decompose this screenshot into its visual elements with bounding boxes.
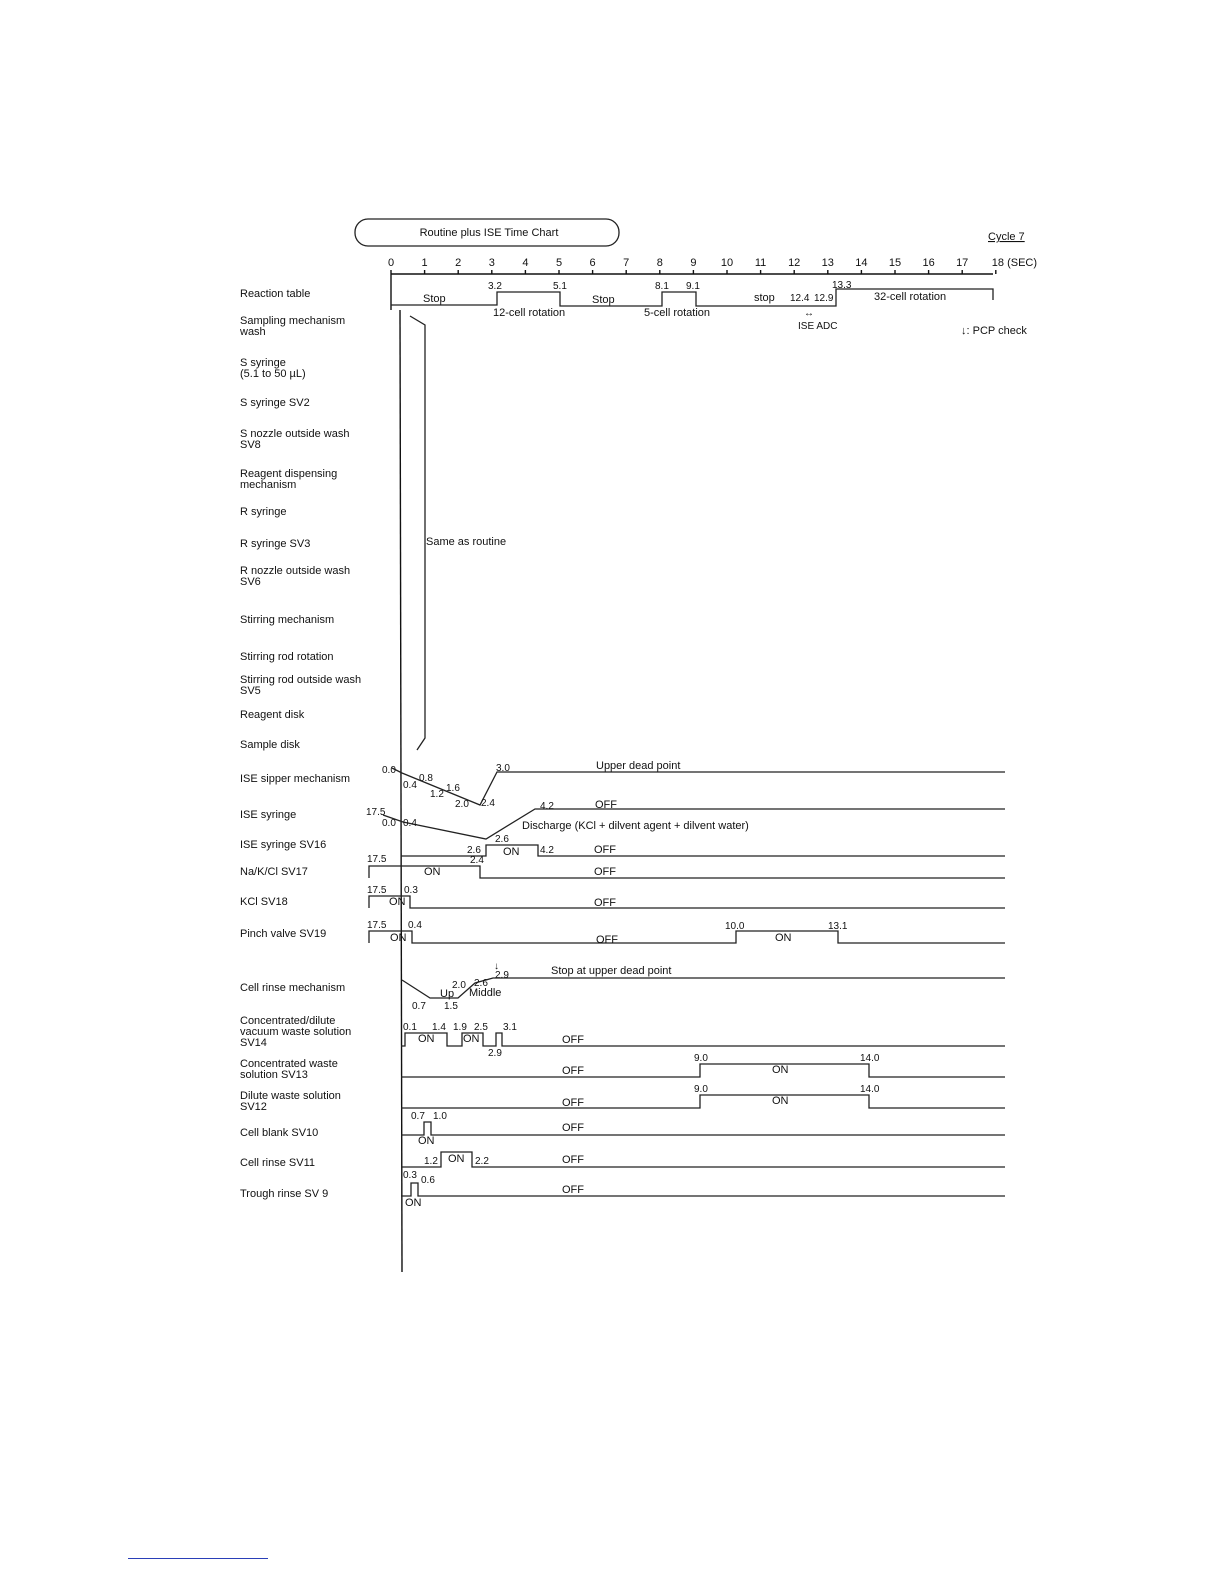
sv10-on: ON <box>418 1135 435 1147</box>
row-label: ISE syringe <box>240 809 297 821</box>
sv9-0-6: 0.6 <box>421 1175 435 1186</box>
sv19-0-4: 0.4 <box>408 920 422 931</box>
chart-title: Routine plus ISE Time Chart <box>419 227 559 239</box>
sv14-3-1: 3.1 <box>503 1022 517 1033</box>
sv14-0-1: 0.1 <box>403 1022 417 1033</box>
sv18-wave <box>369 896 1005 908</box>
row-label: Cell blank SV10 <box>240 1127 319 1139</box>
sv12-9-0: 9.0 <box>694 1084 708 1095</box>
rt-ise-arrow: ↔ <box>804 308 814 319</box>
sv14-wave <box>401 1033 1005 1046</box>
axis-tick-label: 9 <box>690 257 697 269</box>
sv14-on-2: ON <box>463 1033 480 1045</box>
axis-tick-label: 10 <box>720 257 734 269</box>
row-label: Stirring mechanism <box>240 614 335 626</box>
row-label: Stirring rod outside wash SV5 <box>240 674 362 697</box>
rt-5cell: 5-cell rotation <box>644 307 711 319</box>
footer-rule <box>128 1558 268 1559</box>
axis-tick-label: 6 <box>589 257 596 269</box>
rt-stop-1: Stop <box>423 293 446 305</box>
axis-tick-label: 17 <box>956 257 969 269</box>
sv17-on: ON <box>424 866 441 878</box>
row-label: Reaction table <box>240 288 311 300</box>
axis-ticks <box>388 257 1037 274</box>
sv10-off: OFF <box>562 1122 584 1134</box>
sv19-on-2: ON <box>775 932 792 944</box>
row-label: R syringe <box>240 506 287 518</box>
syringe-0-4: 0.4 <box>403 818 417 829</box>
rinse-pcp-arrow: ↓ <box>494 961 499 972</box>
rinse-stop-upper: Stop at upper dead point <box>551 965 672 977</box>
same-as-routine-bracket <box>410 316 425 750</box>
sv17-wave <box>369 866 1005 878</box>
syringe-discharge: Discharge (KCl + dilvent agent + dilvent water) <box>522 820 749 832</box>
sv10-1-0: 1.0 <box>433 1111 447 1122</box>
sipper-upper-dead-point: Upper dead point <box>596 760 681 772</box>
sv12-off: OFF <box>562 1097 584 1109</box>
sv19-off: OFF <box>596 934 618 946</box>
sipper-2-0: 2.0 <box>455 799 469 810</box>
sv12-wave <box>401 1095 1005 1108</box>
row-label: S syringe (5.1 to 50 µL) <box>240 357 306 380</box>
sv13-wave <box>401 1064 1005 1077</box>
rt-stop-3: stop <box>754 292 775 304</box>
syringe-4-2: 4.2 <box>540 801 554 812</box>
axis-tick-label: 1 <box>421 257 428 269</box>
rt-13-3: 13.3 <box>832 280 852 291</box>
row-label: R nozzle outside wash SV6 <box>240 565 351 588</box>
main-vertical-line <box>400 310 402 1272</box>
sipper-1-6: 1.6 <box>446 783 460 794</box>
rt-12-4: 12.4 <box>790 293 810 304</box>
same-as-routine-note: Same as routine <box>426 536 507 548</box>
pcp-check-note: ↓: PCP check <box>961 325 1027 337</box>
rinse-0-7: 0.7 <box>412 1001 426 1012</box>
rinse-1-5: 1.5 <box>444 1001 458 1012</box>
syringe-off: OFF <box>595 799 617 811</box>
sv16-on: ON <box>503 846 520 858</box>
sv13-14-0: 14.0 <box>860 1053 880 1064</box>
sipper-1-2: 1.2 <box>430 789 444 800</box>
row-label: Na/K/Cl SV17 <box>240 866 308 878</box>
rt-32cell: 32-cell rotation <box>874 291 947 303</box>
row-label: R syringe SV3 <box>240 538 311 550</box>
row-label: Sampling mechanism wash <box>240 315 346 338</box>
rt-5-1: 5.1 <box>553 281 567 292</box>
sv11-off: OFF <box>562 1154 584 1166</box>
rinse-up: Up <box>440 988 455 1000</box>
row-labels <box>239 288 361 1200</box>
sv16-2-6: 2.6 <box>467 845 481 856</box>
syringe-17-5: 17.5 <box>366 807 386 818</box>
rt-12-9: 12.9 <box>814 293 834 304</box>
sv9-off: OFF <box>562 1184 584 1196</box>
rt-stop-2: Stop <box>592 294 615 306</box>
sv12-14-0: 14.0 <box>860 1084 880 1095</box>
sipper-0-8: 0.8 <box>419 773 433 784</box>
rt-12cell: 12-cell rotation <box>493 307 566 319</box>
sv19-wave <box>369 931 1005 943</box>
sv19-17-5: 17.5 <box>367 920 387 931</box>
axis-tick-label: 15 <box>888 257 902 269</box>
sv19-13-1: 13.1 <box>828 921 848 932</box>
sv13-on: ON <box>772 1064 789 1076</box>
sv14-off: OFF <box>562 1034 584 1046</box>
axis-tick-label: 16 <box>922 257 935 269</box>
axis-tick-label: 11 <box>754 257 767 269</box>
sv18-17-5: 17.5 <box>367 885 387 896</box>
row-label: Sample disk <box>240 739 300 751</box>
sv14-on-1: ON <box>418 1033 435 1045</box>
sv19-10-0: 10.0 <box>725 921 745 932</box>
sv13-off: OFF <box>562 1065 584 1077</box>
sv9-0-3: 0.3 <box>403 1170 417 1181</box>
sv11-wave <box>401 1152 1005 1167</box>
row-label: Stirring rod rotation <box>240 651 334 663</box>
sv16-4-2: 4.2 <box>540 845 554 856</box>
syringe-2-6: 2.6 <box>495 834 509 845</box>
sv14-2-5: 2.5 <box>474 1022 488 1033</box>
row-label: Concentrated/dilute vacuum waste solution SV14 <box>240 1015 352 1049</box>
axis-tick-label: 13 <box>821 257 834 269</box>
row-label: Reagent disk <box>240 709 305 721</box>
row-label: Trough rinse SV 9 <box>240 1188 329 1200</box>
sipper-0-4: 0.4 <box>403 780 417 791</box>
row-label: S nozzle outside wash SV8 <box>240 428 350 451</box>
sv18-0-3: 0.3 <box>404 885 418 896</box>
row-label: Cell rinse SV11 <box>240 1157 315 1169</box>
axis-tick-label: 7 <box>623 257 630 269</box>
axis-tick-label: 0 <box>387 257 395 269</box>
axis-tick-label: 14 <box>855 257 868 269</box>
row-label: Reagent dispensing mechanism <box>240 468 338 491</box>
sv12-on: ON <box>772 1095 789 1107</box>
sv18-off: OFF <box>594 897 616 909</box>
sv9-on: ON <box>405 1197 422 1209</box>
axis-tick-label: 2 <box>455 257 462 269</box>
sv16-wave <box>401 845 1005 856</box>
row-label: ISE syringe SV16 <box>240 839 327 851</box>
sv19-on-1: ON <box>390 932 407 944</box>
sv11-1-2: 1.2 <box>424 1156 438 1167</box>
sv13-9-0: 9.0 <box>694 1053 708 1064</box>
sipper-0-0: 0.0 <box>382 765 396 776</box>
sv18-on: ON <box>389 896 406 908</box>
row-label: KCl SV18 <box>240 896 288 908</box>
axis-tick-label: 18 (SEC) <box>991 257 1038 269</box>
sv11-2-2: 2.2 <box>475 1156 489 1167</box>
axis-tick-label: 4 <box>522 257 529 269</box>
cycle-label: Cycle 7 <box>988 231 1025 243</box>
sv10-0-7: 0.7 <box>411 1111 425 1122</box>
rinse-2-6: 2.6 <box>474 978 488 989</box>
axis-tick-label: 3 <box>488 257 495 269</box>
axis-tick-label: 5 <box>555 257 563 269</box>
sv10-wave <box>401 1122 1005 1135</box>
row-label: S syringe SV2 <box>240 397 310 409</box>
sipper-3-0: 3.0 <box>496 763 510 774</box>
rinse-2-0: 2.0 <box>452 980 466 991</box>
sv17-off: OFF <box>594 866 616 878</box>
syringe-0-0: 0.0 <box>382 818 396 829</box>
sv17-17-5: 17.5 <box>367 854 387 865</box>
row-label: ISE sipper mechanism <box>240 773 351 785</box>
sv16-off: OFF <box>594 844 616 856</box>
sv17-2-4: 2.4 <box>470 855 484 866</box>
axis-tick-label: 8 <box>656 257 663 269</box>
sv14-1-4: 1.4 <box>432 1022 446 1033</box>
rinse-2-9: 2.9 <box>495 970 509 981</box>
axis-tick-label: 12 <box>788 257 801 269</box>
sv14-1-9: 1.9 <box>453 1022 467 1033</box>
row-label: Pinch valve SV19 <box>240 928 327 940</box>
sv14-2-9: 2.9 <box>488 1048 502 1059</box>
rt-8-1: 8.1 <box>655 281 669 292</box>
sv9-wave <box>401 1183 1005 1196</box>
rt-ise-adc: ISE ADC <box>798 321 838 332</box>
sv11-on: ON <box>448 1153 465 1165</box>
row-label: Concentrated waste solution SV13 <box>240 1058 338 1081</box>
rinse-middle: Middle <box>469 987 502 999</box>
row-label: Cell rinse mechanism <box>240 982 346 994</box>
sipper-2-4: 2.4 <box>481 798 495 809</box>
rt-9-1: 9.1 <box>686 281 700 292</box>
rt-3-2: 3.2 <box>488 281 502 292</box>
row-label: Dilute waste solution SV12 <box>240 1090 341 1113</box>
